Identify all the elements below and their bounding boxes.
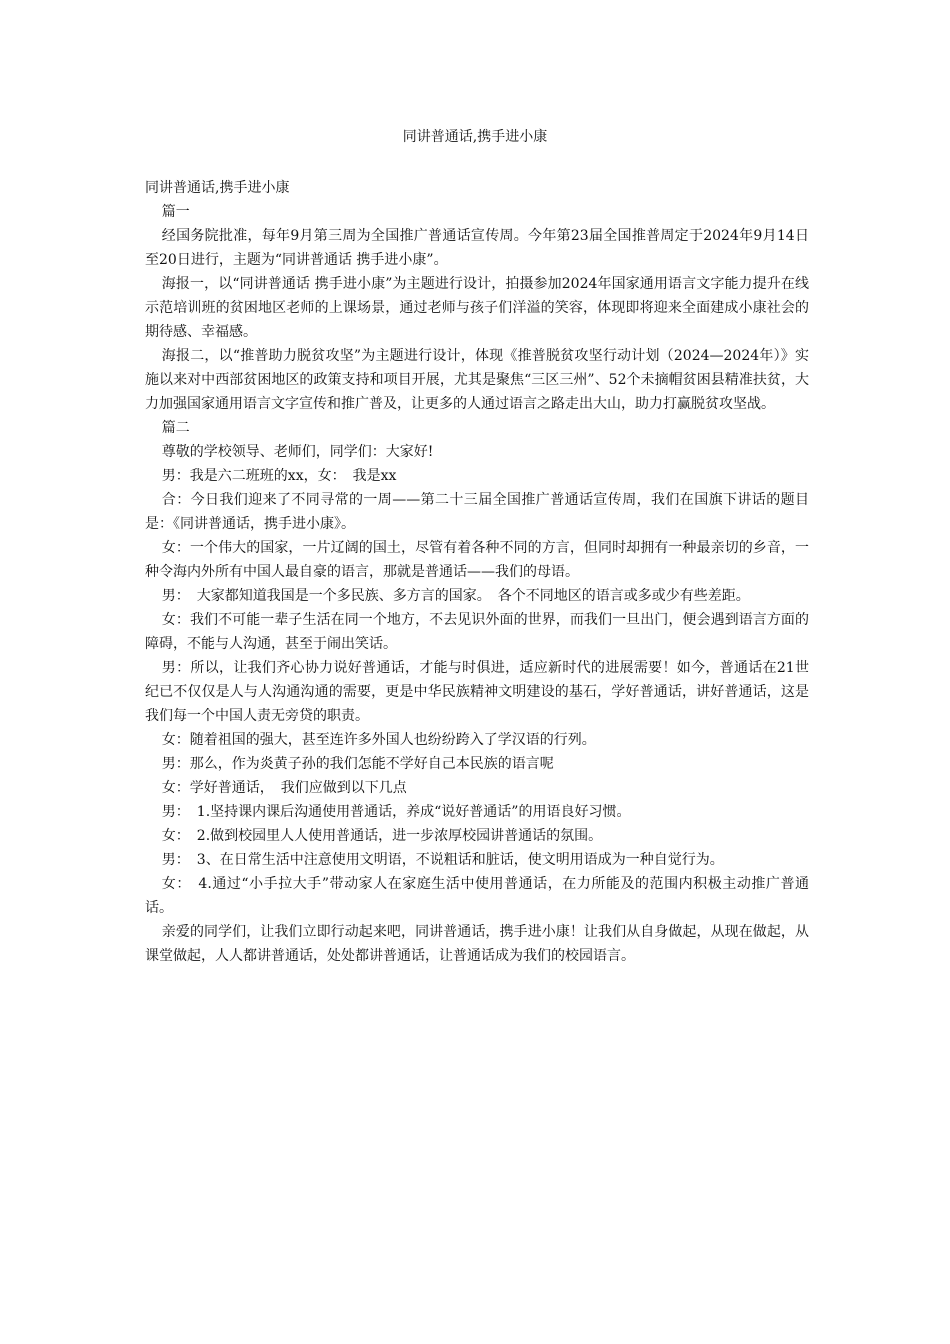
- paragraph: 合：今日我们迎来了不同寻常的一周——第二十三届全国推广普通话宣传周，我们在国旗下讲话的题目是：《同讲普通话，携手进小康》。: [145, 492, 809, 532]
- paragraph: 同讲普通话,携手进小康: [145, 180, 290, 196]
- paragraph: 女： 2.做到校园里人人使用普通话，进一步浓厚校园讲普通话的氛围。: [161, 828, 603, 844]
- paragraph: 女：一个伟大的国家，一片辽阔的国土，尽管有着各种不同的方言，但同时却拥有一种最亲切的乡音，一种令海内外所有中国人最自豪的语言，那就是普通话——我们的母语。: [145, 540, 809, 580]
- paragraph: 经国务院批准，每年9月第三周为全国推广普通话宣传周。今年第23届全国推普周定于2024年9月14日至20日进行，主题为“同讲普通话 携手进小康”。: [145, 228, 809, 268]
- paragraph: 亲爱的同学们，让我们立即行动起来吧，同讲普通话，携手进小康！让我们从自身做起，从现在做起，从课堂做起，人人都讲普通话，处处都讲普通话，让普通话成为我们的校园语言。: [145, 924, 809, 964]
- paragraph: 篇一: [161, 204, 190, 220]
- paragraph: 男： 3、在日常生活中注意使用文明语，不说粗话和脏话，使文明用语成为一种自觉行为。: [161, 852, 724, 868]
- paragraph: 男： 大家都知道我国是一个多民族、多方言的国家。 各个不同地区的语言或多或少有些差距。: [161, 588, 750, 604]
- paragraph: 女：我们不可能一辈子生活在同一个地方，不去见识外面的世界，而我们一旦出门，便会遇到语言方面的障碍，不能与人沟通，甚至于闹出笑话。: [145, 612, 809, 652]
- paragraph: 海报一，以“同讲普通话 携手进小康”为主题进行设计，拍摄参加2024年国家通用语言文字能力提升在线示范培训班的贫困地区老师的上课场景，通过老师与孩子们洋溢的笑容，体现即将迎来全面建成小康社会的期待感、幸福感。: [145, 276, 809, 340]
- paragraph: 男： 1.坚持课内课后沟通使用普通话，养成“说好普通话”的用语良好习惯。: [161, 804, 631, 820]
- paragraph: 男：那么，作为炎黄子孙的我们怎能不学好自己本民族的语言呢: [161, 756, 554, 772]
- paragraph: 女：随着祖国的强大，甚至连许多外国人也纷纷跨入了学汉语的行列。: [161, 732, 596, 748]
- paragraph: 海报二，以“推普助力脱贫攻坚”为主题进行设计，体现《推普脱贫攻坚行动计划（2024—2024年）》实施以来对中西部贫困地区的政策支持和项目开展，尤其是聚焦“三区三州”、52个未摘帽贫困县精准扶贫，大力加强国家通用语言文字宣传和推广普及，让更多的人通过语言之路走出大山，助力打赢脱贫攻坚战。: [145, 348, 809, 412]
- paragraph: 女： 4.通过“小手拉大手”带动家人在家庭生活中使用普通话，在力所能及的范围内积极主动推广普通话。: [145, 876, 809, 916]
- paragraph: 男：我是六二班班的xx，女： 我是xx: [161, 468, 397, 484]
- paragraph: 尊敬的学校领导、老师们，同学们：大家好!: [161, 444, 434, 460]
- paragraph: 男：所以，让我们齐心协力说好普通话，才能与时俱进，适应新时代的进展需要！如今，普通话在21世纪已不仅仅是人与人沟通沟通的需要，更是中华民族精神文明建设的基石，学好普通话，讲好普通话，这是我们每一个中国人责无旁贷的职责。: [145, 660, 809, 724]
- document-title: 同讲普通话,携手进小康: [402, 129, 548, 145]
- document-body: [145, 176, 809, 968]
- paragraph: 女：学好普通话， 我们应做到以下几点: [161, 780, 407, 796]
- paragraph: 篇二: [161, 420, 190, 436]
